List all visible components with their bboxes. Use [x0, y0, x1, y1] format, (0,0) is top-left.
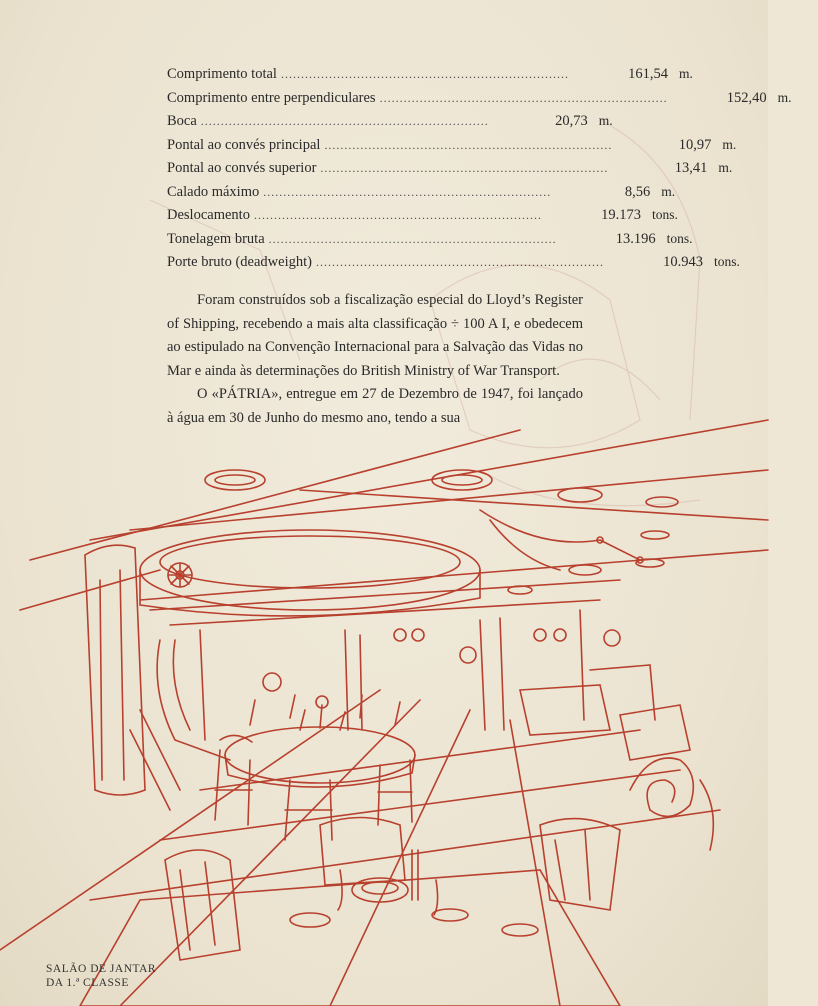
spec-unit: tons. [666, 230, 693, 246]
dot-leader: ........................................................................ [315, 255, 604, 269]
spec-unit: tons. [713, 254, 740, 269]
spec-value: 8,56 [624, 183, 651, 200]
spec-unit: m. [718, 160, 733, 175]
spec-row [167, 66, 693, 90]
caption-line: SALÃO DE JANTAR [46, 963, 157, 975]
spec-value: 161,54 [628, 66, 668, 82]
spec-unit: m. [777, 89, 792, 105]
spec-label: Comprimento total [167, 66, 277, 82]
dining-hall-illustration [0, 430, 768, 1006]
spec-label: Pontal ao convés superior [167, 160, 317, 176]
spec-unit: tons. [651, 207, 678, 222]
caption-line: DA 1.ª CLASSE [46, 977, 129, 989]
dot-leader: ........................................................................ [263, 184, 552, 199]
spec-unit: m. [678, 66, 693, 81]
dot-leader: ........................................................................ [200, 114, 489, 128]
dot-leader: ........................................................................ [280, 67, 569, 81]
spec-row [167, 160, 733, 184]
dot-leader: ........................................................................ [320, 161, 609, 175]
spec-value: 19.173 [601, 207, 641, 223]
dot-leader: ........................................................................ [268, 231, 557, 246]
dot-leader: ........................................................................ [324, 137, 613, 152]
spec-label: Boca [167, 113, 197, 129]
spec-unit: m. [661, 183, 676, 199]
spec-label: Tonelagem bruta [167, 230, 265, 247]
spec-label: Comprimento entre perpendiculares [167, 89, 376, 106]
spec-row [167, 254, 740, 278]
spec-row [167, 89, 792, 114]
paragraph-launch: O «PÁTRIA», entregue em 27 de Dezembro de 1947, foi lançado à água em 30 de Junho do mesmo ano, tendo a sua [167, 386, 583, 426]
spec-row [167, 207, 678, 231]
body-text [167, 289, 583, 431]
spec-unit: m. [598, 113, 613, 128]
ship-specifications-table [167, 66, 792, 278]
spec-value: 20,73 [555, 113, 588, 129]
spec-label: Porte bruto (deadweight) [167, 254, 312, 270]
spec-label: Deslocamento [167, 207, 250, 223]
spec-value: 152,40 [726, 89, 767, 106]
dot-leader: ........................................................................ [253, 208, 542, 222]
spec-row [167, 230, 693, 255]
dot-leader: ........................................................................ [379, 90, 668, 105]
spec-value: 10,97 [678, 136, 712, 153]
paragraph-classification: Foram construídos sob a fiscalização especial do Lloyd’s Register of Shipping, recebendo a mais alta classificação ÷ 100 A I, e obedecem ao estipulado na Convenção Internacional para a Salvação das Vidas no Mar e ainda às determinações do British Ministry of War Transport. [167, 292, 583, 379]
spec-value: 13,41 [674, 160, 708, 176]
spec-row [167, 183, 676, 208]
spec-row [167, 113, 613, 137]
spec-value: 10.943 [663, 254, 703, 270]
spec-row [167, 136, 737, 161]
spec-unit: m. [722, 136, 737, 152]
spec-label: Pontal ao convés principal [167, 136, 321, 153]
illustration-caption [46, 962, 156, 990]
spec-value: 13.196 [615, 230, 656, 247]
spec-label: Calado máximo [167, 183, 260, 200]
